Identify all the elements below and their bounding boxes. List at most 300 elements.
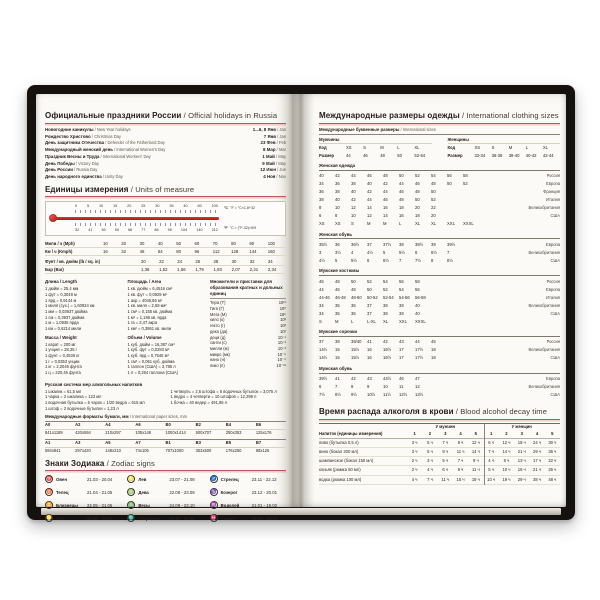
size-cell: 48 <box>415 189 420 194</box>
paper-format: A3 <box>75 440 81 446</box>
russian-alcohol-measures <box>45 382 286 412</box>
alcohol-rows <box>319 439 560 485</box>
clothing-row <box>319 220 560 228</box>
prefixes-list <box>210 300 286 368</box>
thermometer-scales <box>49 204 221 232</box>
country-label: Франция <box>543 189 560 194</box>
size-code: XS <box>474 145 481 151</box>
thermometer <box>45 201 286 236</box>
size-cell: 40 <box>415 302 420 308</box>
size-cell: 16½ <box>383 347 392 353</box>
size-code: XL <box>414 145 420 151</box>
hours-cell: 19 ч <box>502 476 511 482</box>
country-label: Россия <box>546 278 560 284</box>
hours-cell: 8 ч <box>442 448 449 454</box>
holiday-month-ru: Мар <box>266 147 276 153</box>
paper-format: B0 <box>165 422 171 428</box>
paper-sizes-row-2 <box>45 448 286 455</box>
conversion-line: 1 см³ = 0,061 куб. дюйма <box>127 358 175 364</box>
paper-formats-row-1 <box>45 421 286 430</box>
measure-line: 1 четверть = 2,5 штофа = 5 водочных бутылок = 3,075 л <box>170 388 277 394</box>
size-cell: 38 <box>335 339 340 345</box>
paper-format: A6 <box>135 422 141 428</box>
zodiac-icon: ♑ <box>210 489 217 495</box>
conversion-line: 1 куб. ярд = 0,7646 м³ <box>127 353 169 359</box>
zodiac-item <box>210 488 286 496</box>
conversion-line: 1 кв. миля = 2,59 км² <box>127 303 167 309</box>
size-cell: 39/40 <box>351 339 362 345</box>
clothing-row <box>319 286 560 294</box>
pressure-cell: 30 <box>231 259 237 265</box>
speed-cell: 10 <box>103 240 108 246</box>
fahrenheit-value: 32 <box>75 227 80 232</box>
zodiac-name: Стрелец <box>220 476 239 482</box>
size-cell: 37½ <box>383 241 392 247</box>
men-codes-row <box>319 144 432 151</box>
zodiac-dates: 23.07 - 21.08 <box>169 476 195 482</box>
zodiac-title-ru: Знаки Зодиака <box>45 458 105 468</box>
clothing-section <box>319 329 560 362</box>
conversion-line: 1 мм = 0,03937 дюйма <box>45 309 88 315</box>
size-cell: 41 <box>335 376 340 382</box>
pressure-conversion-table <box>45 258 286 274</box>
zodiac-icon: ♈ <box>46 476 52 482</box>
clothing-section <box>319 232 560 265</box>
size-cell: 44 <box>351 173 356 178</box>
size-cell: 39 <box>399 310 404 316</box>
size-cell: 54-56 <box>399 294 410 300</box>
conversion-line: 1 дюйм = 25,4 мм <box>45 286 79 292</box>
speed-row <box>45 248 286 256</box>
size-cell: 20 <box>431 213 436 218</box>
holiday-name <box>45 147 165 154</box>
weight-title: Масса / Weight <box>45 334 77 340</box>
size-cell: 35 <box>335 310 340 316</box>
country-label: США <box>550 355 560 361</box>
size-cell: 58 <box>463 173 468 178</box>
fahrenheit-value: 41 <box>88 227 93 232</box>
holiday-month-en: / Jan <box>275 133 286 139</box>
alcohol-title-ru: Время распада алкоголя в крови <box>319 407 454 417</box>
holiday-row <box>45 134 286 141</box>
size-cell: 18 <box>415 213 420 218</box>
size-cell: 36 <box>319 189 324 194</box>
men-label: Мужчины <box>319 136 432 144</box>
hours-cell: 26 ч <box>548 467 557 473</box>
letter-sizes-subtitle <box>319 127 560 135</box>
hours-cell: 12 ч <box>502 439 511 445</box>
holiday-row <box>45 147 286 154</box>
holiday-day: 1 <box>262 153 265 159</box>
holiday-name-ru: День защитника Отечества <box>45 140 105 146</box>
clothing-row <box>319 212 560 220</box>
size-cell: XXXL <box>415 318 426 324</box>
size-cell: 17 <box>399 347 404 353</box>
country-label: Европа <box>546 181 560 186</box>
size-cell: 10 <box>335 205 340 210</box>
hours-cell: 30 ч <box>548 439 557 445</box>
holiday-day: 4 <box>263 173 266 179</box>
size-cell: 50 <box>351 278 356 284</box>
hours-cell: 15 ч <box>456 476 465 482</box>
holiday-name-ru: День народного единства <box>45 173 102 179</box>
size-cell: 46 <box>319 278 324 284</box>
size-cell: 15½ <box>351 355 360 361</box>
zodiac-dates: 21.03 - 20.04 <box>87 476 113 482</box>
holiday-month-en: / May <box>274 160 286 166</box>
hours-cell: 11 ч <box>471 467 480 473</box>
holiday-row <box>45 140 286 147</box>
zodiac-dates: 22.08 - 23.09 <box>169 489 195 495</box>
size-cell: 12 <box>351 205 356 210</box>
conversion-line: 1 миля (сух.) = 1,60934 км <box>45 303 95 309</box>
size-cell: 34 <box>319 310 324 316</box>
zodiac-icon: ♏ <box>128 515 135 521</box>
zodiac-name: Водолей <box>220 502 240 508</box>
size-cell: XXL <box>447 221 455 226</box>
holiday-date <box>262 154 286 161</box>
size-code: M <box>380 145 384 151</box>
paper-format: B4 <box>225 422 231 428</box>
speed-cell: 48 <box>139 248 145 254</box>
size-cell: 16 <box>383 205 388 210</box>
hours-cell: 9 ч <box>457 439 464 445</box>
speed-cell: 112 <box>212 248 220 254</box>
hours-cell: 5 ч <box>427 439 433 445</box>
paper-format: A2 <box>75 422 81 428</box>
celsius-value: 10 <box>98 204 104 209</box>
clothing-section-title: Мужские костюмы <box>319 268 560 276</box>
alcohol-row <box>319 457 560 466</box>
size-cell: 6½ <box>383 257 389 263</box>
prefix-name: санти (с) <box>210 340 227 346</box>
paper-size: 500x707 <box>195 429 212 435</box>
clothing-row <box>319 294 560 302</box>
left-page <box>36 94 292 521</box>
size-code: M <box>508 145 513 151</box>
paper-size: 594x841 <box>45 447 61 453</box>
fahrenheit-scale <box>49 228 221 233</box>
volume-lines <box>128 342 203 376</box>
serving-count: 2 <box>505 430 508 436</box>
size-cell: 9 <box>367 384 370 390</box>
conversion-line: 1 фунт = 0,4536 кг <box>45 353 80 359</box>
size-code: L <box>397 145 400 151</box>
alcohol-row <box>319 476 560 485</box>
size-cell: 46-48 <box>335 294 346 300</box>
size-cell: 14 <box>383 213 388 218</box>
size-cell: 7½ <box>319 392 325 398</box>
size-cell: 50 <box>447 181 452 186</box>
size-cell: 45 <box>431 339 436 345</box>
clothing-section-title: Женская обувь <box>319 232 560 240</box>
size-cell: 15 <box>335 347 340 353</box>
size-cell: 13½ <box>415 392 424 398</box>
celsius-value: 40 <box>183 204 188 209</box>
f-to-c-formula: °C = (°F-32)×5/9 <box>229 226 257 231</box>
size-cell: 10 <box>383 384 388 390</box>
hours-cell: 21 ч <box>517 448 526 454</box>
paper-format: A1 <box>45 440 51 446</box>
hours-cell: 5 ч <box>427 448 433 454</box>
holiday-date <box>263 174 286 181</box>
size-cell: 44-46 <box>319 294 330 300</box>
clothing-rows <box>319 172 560 228</box>
conversion-line: 1 куб. фут = 0,0283 м³ <box>127 347 170 353</box>
fahrenheit-value: 212 <box>211 227 218 232</box>
size-cell: 10½ <box>367 392 376 398</box>
length-lines <box>45 286 120 332</box>
size-cell: 15½ <box>351 347 360 353</box>
clothing-rows <box>319 278 560 326</box>
paper-size: 105x148 <box>135 429 152 435</box>
holiday-name-ru: День Победы <box>45 160 75 166</box>
serving-count: 3 <box>444 430 447 436</box>
paper-format: B5 <box>225 440 231 446</box>
hours-cell: 36 ч <box>548 448 557 454</box>
size-cell: 5 <box>383 249 386 255</box>
size-cell: 56-58 <box>415 294 426 300</box>
clothing-section <box>319 268 560 325</box>
paper-sizes-section <box>45 414 286 454</box>
size-cell: 46 <box>367 173 372 178</box>
hours-cell: 29 ч <box>517 476 526 482</box>
size-cell: 4½ <box>367 249 373 255</box>
size-cell: 48 <box>383 173 388 178</box>
hours-cell: 19 ч <box>471 476 480 482</box>
holiday-date <box>260 167 286 174</box>
measure-line: 1 бочка = 40 ведер = 491,96 л <box>170 400 228 406</box>
country-label: Италия <box>546 294 560 300</box>
size-cell: 44 <box>319 286 324 292</box>
holiday-date <box>253 127 286 134</box>
holidays-title <box>45 111 286 124</box>
conversion-line: 1 м = 1,0936 ярда <box>45 320 79 326</box>
hours-cell: 7 ч <box>427 476 433 482</box>
pressure-cell: 26 <box>195 259 201 265</box>
size-cell: 40 <box>415 310 420 316</box>
women-letter-sizes <box>448 136 561 159</box>
clothing-row <box>319 204 560 212</box>
size-cell: 37 <box>367 310 372 316</box>
celsius-value: 5 <box>86 204 90 209</box>
size-value: 46 <box>363 152 368 158</box>
pressure-cell: 2,34 <box>267 267 277 273</box>
conversion-line: 1 кв. фут = 0,0929 м² <box>127 291 167 297</box>
size-cell: 3 <box>319 249 322 255</box>
paper-format: A0 <box>45 422 51 428</box>
zodiac-icon: ♎ <box>128 502 135 508</box>
country-label: Италия <box>546 197 560 202</box>
prefix-value: 10² <box>280 323 286 329</box>
size-code: S <box>363 145 366 151</box>
hours-cell: 24 ч <box>533 439 542 445</box>
size-cell: 35½ <box>319 241 328 247</box>
size-cell: 22 <box>431 205 436 210</box>
clothing-section <box>319 366 560 399</box>
size-cell: 46 <box>383 197 388 202</box>
hours-cell: 9 ч <box>457 467 464 473</box>
size-cell: 54 <box>383 278 388 284</box>
speed-cell: 40 <box>157 240 163 246</box>
zodiac-item <box>210 475 286 483</box>
hours-cell: 4 ч <box>411 476 418 482</box>
size-cell: 36 <box>335 181 340 186</box>
speed-cell: 100 <box>267 240 275 246</box>
size-cell: 11 <box>399 384 404 390</box>
size-cell: 18 <box>431 355 436 361</box>
speed-row-label: Мили / ч (Mph) <box>45 240 75 246</box>
paper-size: 148x210 <box>105 447 121 453</box>
conversion-line: 1 м² = 1,196 кв. ярда <box>127 314 167 320</box>
hours-cell: 48 ч <box>548 476 557 482</box>
holiday-name-ru: Праздник Весны и Труда <box>45 153 100 159</box>
measure-line: 1 чарка = 2 шкалика = 123 мл <box>45 394 102 400</box>
hours-cell: 14 ч <box>471 448 480 454</box>
paper-format: B7 <box>255 440 262 446</box>
speed-cell: 64 <box>157 248 163 254</box>
holiday-month-ru: Май <box>265 153 275 159</box>
size-cell: 39 <box>399 302 404 308</box>
size-cell: 6½ <box>431 249 437 255</box>
size-cell: 14½ <box>319 347 328 353</box>
size-cell: 9½ <box>351 392 357 398</box>
size-cell: XS <box>335 221 341 226</box>
paper-size: 420x594 <box>75 429 91 435</box>
letter-sizes-subtitle-ru: Международные буквенные размеры <box>319 127 400 132</box>
size-cell: 52 <box>383 286 388 292</box>
women-codes-row <box>448 144 561 151</box>
size-cell: 38 <box>335 189 340 194</box>
clothing-row <box>319 241 560 249</box>
hours-cell: 8 ч <box>503 458 510 464</box>
fahrenheit-value: 50 <box>101 227 106 232</box>
size-cell: 37 <box>367 302 372 308</box>
women-group-label: У женщин <box>511 424 532 430</box>
holiday-name <box>45 174 123 181</box>
pressure-row-label: Бар (Bar) <box>45 267 64 273</box>
conversion-line: 1 км² = 0,3861 кв. мили <box>127 326 172 332</box>
size-cell: 38 <box>351 181 356 186</box>
prefixes-title: Множители и приставки для образования кратных и дольных единиц <box>210 279 286 299</box>
weight-conversions <box>45 335 120 376</box>
size-cell: 52-54 <box>383 294 394 300</box>
hours-cell: 2 ч <box>411 467 418 473</box>
zodiac-icon: ♌ <box>128 476 135 482</box>
paper-format: B2 <box>195 422 201 428</box>
prefix-name: кило (к) <box>210 317 225 323</box>
fahrenheit-value: 86 <box>154 227 159 232</box>
fahrenheit-formula-line <box>224 226 281 230</box>
holiday-date <box>263 147 286 154</box>
drink-name: водка (рюмка 100 мл) <box>319 476 362 482</box>
size-cell: 44 <box>415 339 420 345</box>
speed-cell: 30 <box>139 240 145 246</box>
clothing-row <box>319 302 560 310</box>
celsius-ticks <box>75 210 218 213</box>
conversion-line: 1 акр = 4046,86 м² <box>127 297 163 303</box>
holiday-month-ru: Ноя <box>266 173 276 179</box>
size-cell: 56 <box>447 173 452 178</box>
alcohol-group-header <box>319 424 560 431</box>
size-cell: 50 <box>367 286 372 292</box>
zodiac-name: Близнецы <box>56 502 78 508</box>
holiday-date <box>264 134 286 141</box>
russian-alcohol-title: Русская система мер алкогольных напитков <box>45 381 143 387</box>
pressure-cell: 2,07 <box>231 267 240 273</box>
hours-cell: 6 ч <box>488 439 494 445</box>
size-cell: 50 <box>399 173 404 178</box>
size-value: 48 <box>380 152 385 158</box>
units-title-ru: Единицы измерения <box>45 184 129 194</box>
clothing-title-ru: Международные размеры одежды <box>319 111 460 120</box>
celsius-value: 100 <box>211 204 218 209</box>
size-cell: 18 <box>431 347 436 353</box>
size-cell: 16 <box>399 213 404 218</box>
size-cell: 58 <box>415 278 420 284</box>
country-label: Россия <box>546 173 560 178</box>
size-cell: XL <box>431 221 437 226</box>
size-code: XL <box>542 145 549 151</box>
code-label: Код <box>319 145 327 151</box>
hours-cell: 21 ч <box>533 467 542 473</box>
size-cell: 39½ <box>319 376 328 382</box>
holiday-name <box>45 127 131 134</box>
holiday-month-en: / Jun <box>275 167 286 173</box>
serving-count: 1 <box>489 430 493 436</box>
volume-conversions <box>128 335 203 376</box>
pressure-cell: 1,52 <box>159 267 168 273</box>
hours-cell: 18 ч <box>517 439 526 445</box>
size-cell: 37 <box>367 241 372 247</box>
measure-line: 1 шкалик = 61,5 мл <box>45 388 82 394</box>
size-cell: 42 <box>367 189 372 194</box>
holiday-row <box>45 154 286 161</box>
prefix-name: дека (да) <box>210 328 228 334</box>
paper-size: 353x500 <box>195 447 212 453</box>
alcohol-decay-section <box>319 407 560 485</box>
alcohol-decay-table <box>319 423 560 485</box>
size-value: 38-40 <box>508 152 520 158</box>
serving-count: 4 <box>535 430 539 436</box>
hours-cell: 5 ч <box>488 467 494 473</box>
holiday-month-en: / Mar <box>275 147 286 153</box>
russian-alcohol-col1 <box>45 389 161 412</box>
hours-cell: 4 ч <box>427 467 433 473</box>
size-cell: 8½ <box>335 392 341 398</box>
size-cell: XL <box>415 221 421 226</box>
size-cell: 43 <box>367 376 372 382</box>
size-cell: 52 <box>431 197 436 202</box>
prefix-value: 10¹ <box>280 328 286 334</box>
conversion-line: 1 см = 0,3937 дюйма <box>45 314 85 320</box>
country-label: Великобритания <box>528 205 560 210</box>
alcohol-row <box>319 448 560 457</box>
speed-cell: 20 <box>121 240 127 246</box>
zodiac-dates: 20.02 - 20.03 <box>251 515 277 521</box>
holiday-month-ru: Янв <box>267 127 276 132</box>
zodiac-name: Телец <box>56 489 69 495</box>
women-sizes-row <box>448 152 561 159</box>
size-cell: M <box>335 318 339 324</box>
zodiac-item <box>127 475 203 483</box>
holiday-name-en: / New Year holidays <box>93 127 131 132</box>
clothing-rows <box>319 375 560 399</box>
size-cell: 52 <box>367 278 372 284</box>
zodiac-icon: ♐ <box>210 476 217 482</box>
hours-cell: 3 ч <box>411 448 418 454</box>
paper-sizes-title <box>45 414 286 420</box>
